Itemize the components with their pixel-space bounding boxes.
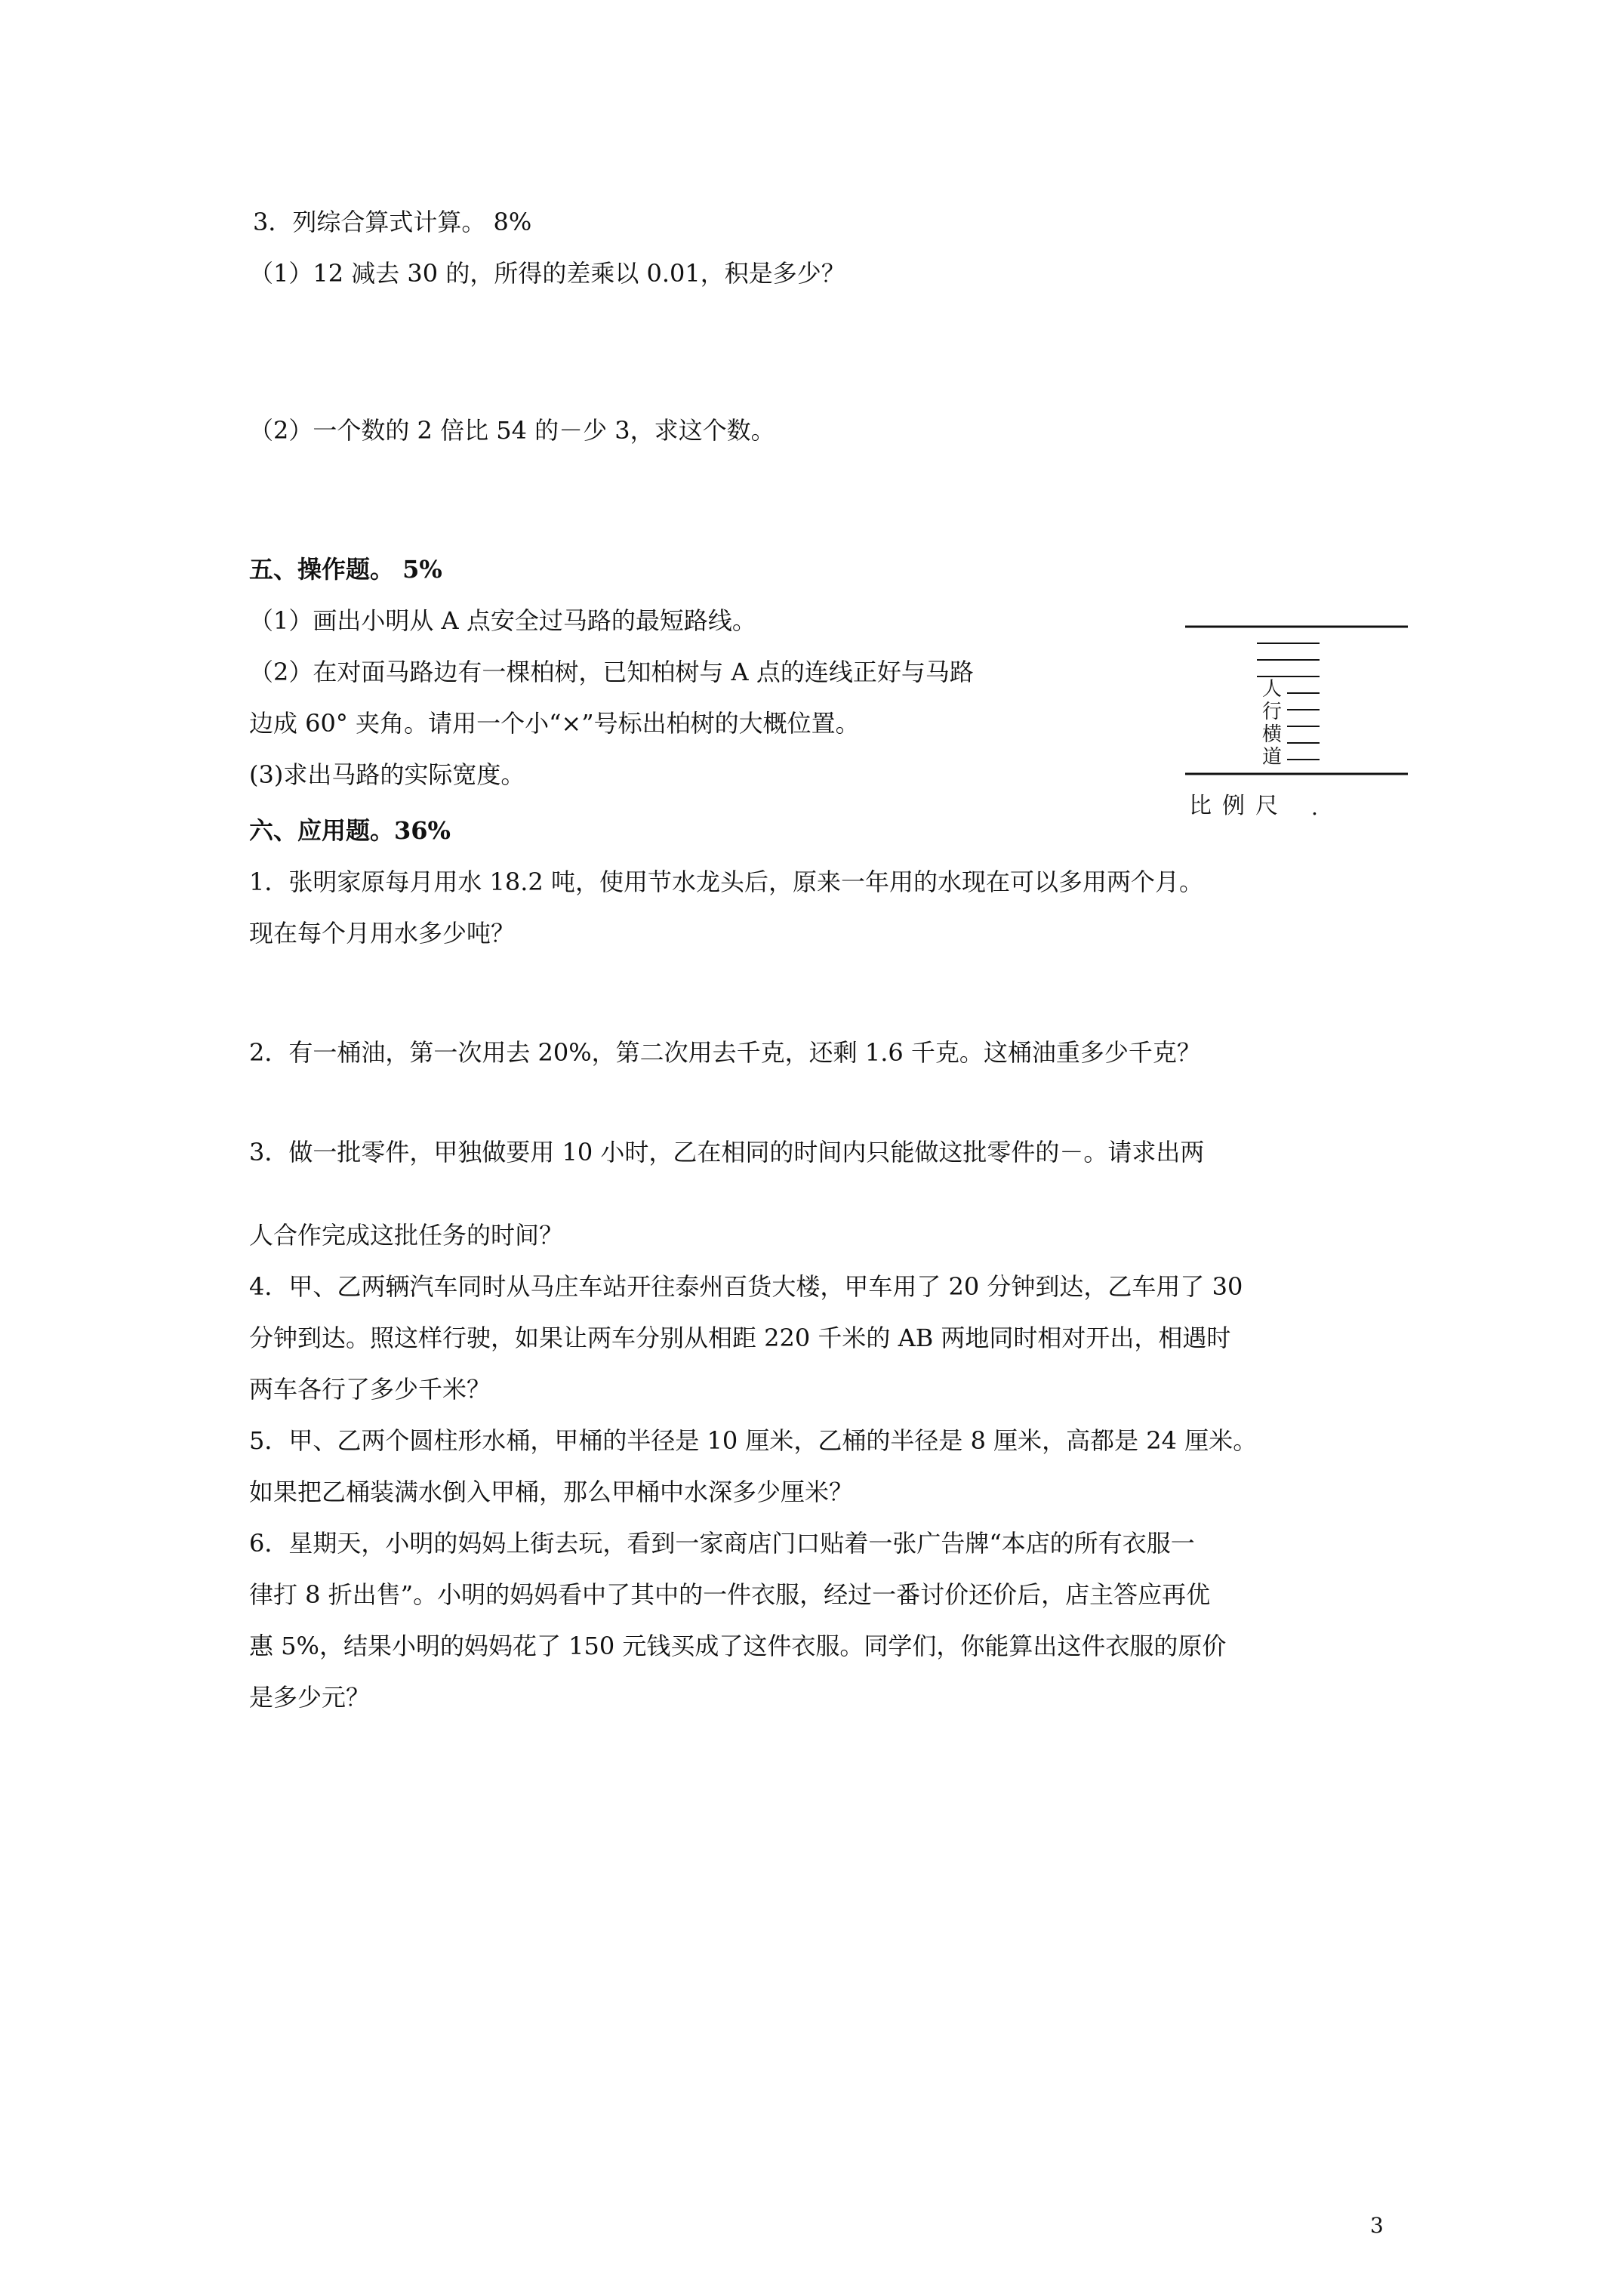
problem4-line1: 4．甲、乙两辆汽车同时从马庄车站开往泰州百货大楼，甲车用了 20 分钟到达，乙车用了 30 — [249, 1272, 1243, 1301]
section5-item1: （1）画出小明从 A 点安全过马路的最短路线。 — [249, 606, 756, 635]
section5-item3: (3)求出马路的实际宽度。 — [249, 760, 525, 789]
crosswalk-label-1: 人 — [1257, 678, 1287, 701]
section5-title: 五、操作题。 5% — [249, 555, 442, 584]
scale-mark: . — [1311, 795, 1318, 820]
problem5-line1: 5．甲、乙两个圆柱形水桶，甲桶的半径是 10 厘米，乙桶的半径是 8 厘米，高都是 24 厘米。 — [249, 1426, 1258, 1455]
problem1-line2: 现在每个月用水多少吨？ — [249, 919, 516, 948]
crosswalk-label-2: 行 — [1257, 701, 1287, 723]
crosswalk-label-3: 横 — [1257, 723, 1287, 746]
q3-part2: （2）一个数的 2 倍比 54 的－少 3，求这个数。 — [249, 416, 775, 445]
crosswalk-label-4: 道 — [1257, 746, 1287, 769]
problem6-line3: 惠 5%，结果小明的妈妈花了 150 元钱买成了这件衣服。同学们，你能算出这件衣服的原价 — [249, 1632, 1227, 1660]
q3-title: 3．列综合算式计算。 8% — [253, 208, 532, 236]
problem3-line1: 3．做一批零件，甲独做要用 10 小时，乙在相同的时间内只能做这批零件的－。请求出两 — [249, 1138, 1205, 1166]
problem3-line2: 人合作完成这批任务的时间？ — [249, 1221, 564, 1250]
q3-part1: （1）12 减去 30 的，所得的差乘以 0.01，积是多少？ — [249, 259, 845, 288]
page-number: 3 — [1370, 2213, 1384, 2238]
road-diagram — [1185, 612, 1412, 785]
problem6-line1: 6．星期天，小明的妈妈上街去玩，看到一家商店门口贴着一张广告牌“本店的所有衣服一 — [249, 1529, 1195, 1558]
problem1-line1: 1．张明家原每月用水 18.2 吨，使用节水龙头后，原来一年用的水现在可以多用两个月。 — [249, 868, 1203, 896]
section6-title: 六、应用题。36% — [249, 816, 451, 845]
section5-item2-line1: （2）在对面马路边有一棵柏树，已知柏树与 A 点的连线正好与马路 — [249, 658, 974, 686]
section5-item2-line2: 边成 60° 夹角。请用一个小“×”号标出柏树的大概位置。 — [249, 709, 860, 738]
scale-label: 比例尺 — [1189, 793, 1289, 819]
problem5-line2: 如果把乙桶装满水倒入甲桶，那么甲桶中水深多少厘米？ — [249, 1478, 854, 1506]
problem6-line2: 律打 8 折出售”。小明的妈妈看中了其中的一件衣服，经过一番讨价还价后，店主答应再优 — [249, 1580, 1211, 1609]
problem6-line4: 是多少元？ — [249, 1683, 371, 1712]
problem4-line2: 分钟到达。照这样行驶，如果让两车分别从相距 220 千米的 AB 两地同时相对开出，相遇时 — [249, 1324, 1231, 1352]
problem2: 2．有一桶油，第一次用去 20%，第二次用去千克，还剩 1.6 千克。这桶油重多少千克？ — [249, 1038, 1201, 1067]
problem4-line3: 两车各行了多少千米？ — [249, 1375, 491, 1404]
